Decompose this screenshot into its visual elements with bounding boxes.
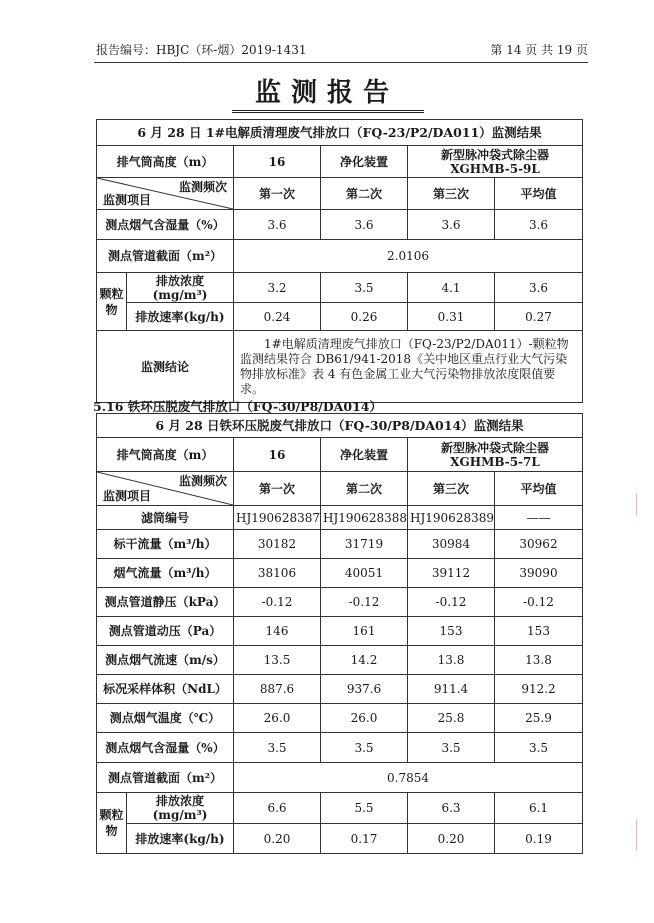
table-row [97,588,583,617]
table-row [97,704,583,733]
monitoring-table-2 [96,413,583,854]
row-label: 滤筒编号 [97,506,234,530]
cell: 3.6 [321,210,408,240]
cell: 30962 [495,530,583,559]
table-row [97,559,583,588]
cell: -0.12 [321,588,408,617]
cell: HJ190628389 [408,506,495,530]
row-label: 测点管道截面（m²） [97,240,234,273]
cell: HJ190628387 [234,506,321,530]
cell: 25.9 [495,704,583,733]
stack-height-label: 排气筒高度（m） [97,438,234,472]
cell: 39112 [408,559,495,588]
row-label: 排放速率(kg/h) [127,824,234,854]
cell: 3.6 [408,210,495,240]
purifier-value: 新型脉冲袋式除尘器 XGHMB-5-7L [408,438,583,472]
col-header: 第二次 [321,178,408,210]
row-label: 测点烟气含湿量（%） [97,733,234,763]
cell: 13.8 [495,646,583,675]
diag-item-label: 监测项目 [103,489,152,503]
cell: 6.6 [234,793,321,824]
cell: 0.20 [234,824,321,854]
cell: 25.8 [408,704,495,733]
purifier-value: 新型脉冲袋式除尘器 XGHMB-5-9L [408,146,583,178]
title-underline [232,110,424,113]
cell: 38106 [234,559,321,588]
col-header: 第一次 [234,472,321,506]
cell: 3.6 [234,210,321,240]
cell: 911.4 [408,675,495,704]
row-label: 测点管道静压（kPa） [97,588,234,617]
scan-mark [636,494,637,516]
table-caption: 6 月 28 日铁环压脱废气排放口（FQ-30/P8/DA014）监测结果 [97,414,583,438]
scan-mark [636,820,637,850]
cell: 937.6 [321,675,408,704]
header-divider [94,62,588,63]
table-row [97,733,583,763]
col-header: 第一次 [234,178,321,210]
col-header: 第三次 [408,472,495,506]
col-header: 第二次 [321,472,408,506]
table-row [97,617,583,646]
cell: —— [495,506,583,530]
table-row [97,646,583,675]
purifier-label: 净化装置 [321,438,408,472]
cell: 0.19 [495,824,583,854]
cell: -0.12 [408,588,495,617]
cell: 6.1 [495,793,583,824]
cell: 153 [495,617,583,646]
row-label: 测点管道动压（Pa） [97,617,234,646]
cell: 30182 [234,530,321,559]
row-label: 测点烟气温度（℃） [97,704,234,733]
row-label: 测点烟气流速（m/s） [97,646,234,675]
cell: 0.31 [408,303,495,331]
row-label: 排放速率(kg/h) [127,303,234,331]
cell: 0.7854 [234,763,583,793]
section-heading: 5.16 铁环压脱废气排放口（FQ-30/P8/DA014） [93,399,382,414]
row-label: 排放浓度(mg/m³) [127,273,234,303]
row-label: 烟气流量（m³/h） [97,559,234,588]
table-row [97,675,583,704]
cell: 40051 [321,559,408,588]
cell: 0.26 [321,303,408,331]
cell: 26.0 [321,704,408,733]
cell: 5.5 [321,793,408,824]
cell: 30984 [408,530,495,559]
stack-height-label: 排气筒高度（m） [97,146,234,178]
cell: 3.6 [495,273,583,303]
cell: 3.5 [321,273,408,303]
cell: 146 [234,617,321,646]
cell: 13.8 [408,646,495,675]
cell: 3.5 [408,733,495,763]
col-header: 平均值 [495,178,583,210]
page-number: 第 14 页 共 19 页 [490,43,588,57]
monitoring-table-1 [96,119,583,403]
cell: 0.27 [495,303,583,331]
cell: 912.2 [495,675,583,704]
cell: 153 [408,617,495,646]
cell: -0.12 [495,588,583,617]
table-row [97,530,583,559]
cell: 887.6 [234,675,321,704]
cell: 3.5 [495,733,583,763]
diag-frequency-label: 监测频次 [178,474,227,488]
row-label: 测点管道截面（m²） [97,763,234,793]
cell: 0.17 [321,824,408,854]
cell: 3.6 [495,210,583,240]
cell: -0.12 [234,588,321,617]
cell: 2.0106 [234,240,583,273]
cell: 3.5 [321,733,408,763]
conclusion-text: 1#电解质清理废气排放口（FQ-23/P2/DA011）-颗粒物监测结果符合 DB61/941-2018《关中地区重点行业大气污染物排放标准》表 4 有色金属工业大气污染物排放浓度限值要求。 [234,331,583,403]
cell: 13.5 [234,646,321,675]
page-title: 监测报告 [254,78,399,108]
cell: 3.5 [234,733,321,763]
cell: 14.2 [321,646,408,675]
cell: HJ190628388 [321,506,408,530]
col-header: 第三次 [408,178,495,210]
stack-height-value: 16 [234,146,321,178]
diag-item-label: 监测项目 [103,193,152,207]
row-label: 标干流量（m³/h） [97,530,234,559]
particle-label: 颗粒物 [97,273,127,331]
row-label: 标况采样体积（NdL） [97,675,234,704]
diagonal-header-cell [97,472,234,506]
row-label: 测点烟气含湿量（%） [97,210,234,240]
col-header: 平均值 [495,472,583,506]
purifier-label: 净化装置 [321,146,408,178]
cell: 3.2 [234,273,321,303]
cell: 4.1 [408,273,495,303]
cell: 39090 [495,559,583,588]
row-label: 排放浓度(mg/m³) [127,793,234,824]
table-2-body [97,506,583,763]
particle-label: 颗粒物 [97,793,127,854]
report-number: 报告编号：HBJC（环-烟）2019-1431 [96,43,307,57]
diag-frequency-label: 监测频次 [178,180,227,194]
cell: 161 [321,617,408,646]
table-caption: 6 月 28 日 1#电解质清理废气排放口（FQ-23/P2/DA011）监测结果 [97,120,583,146]
stack-height-value: 16 [234,438,321,472]
conclusion-label: 监测结论 [97,331,234,403]
cell: 31719 [321,530,408,559]
diagonal-header-cell [97,178,234,210]
cell: 0.20 [408,824,495,854]
cell: 6.3 [408,793,495,824]
table-row [97,506,583,530]
cell: 26.0 [234,704,321,733]
cell: 0.24 [234,303,321,331]
